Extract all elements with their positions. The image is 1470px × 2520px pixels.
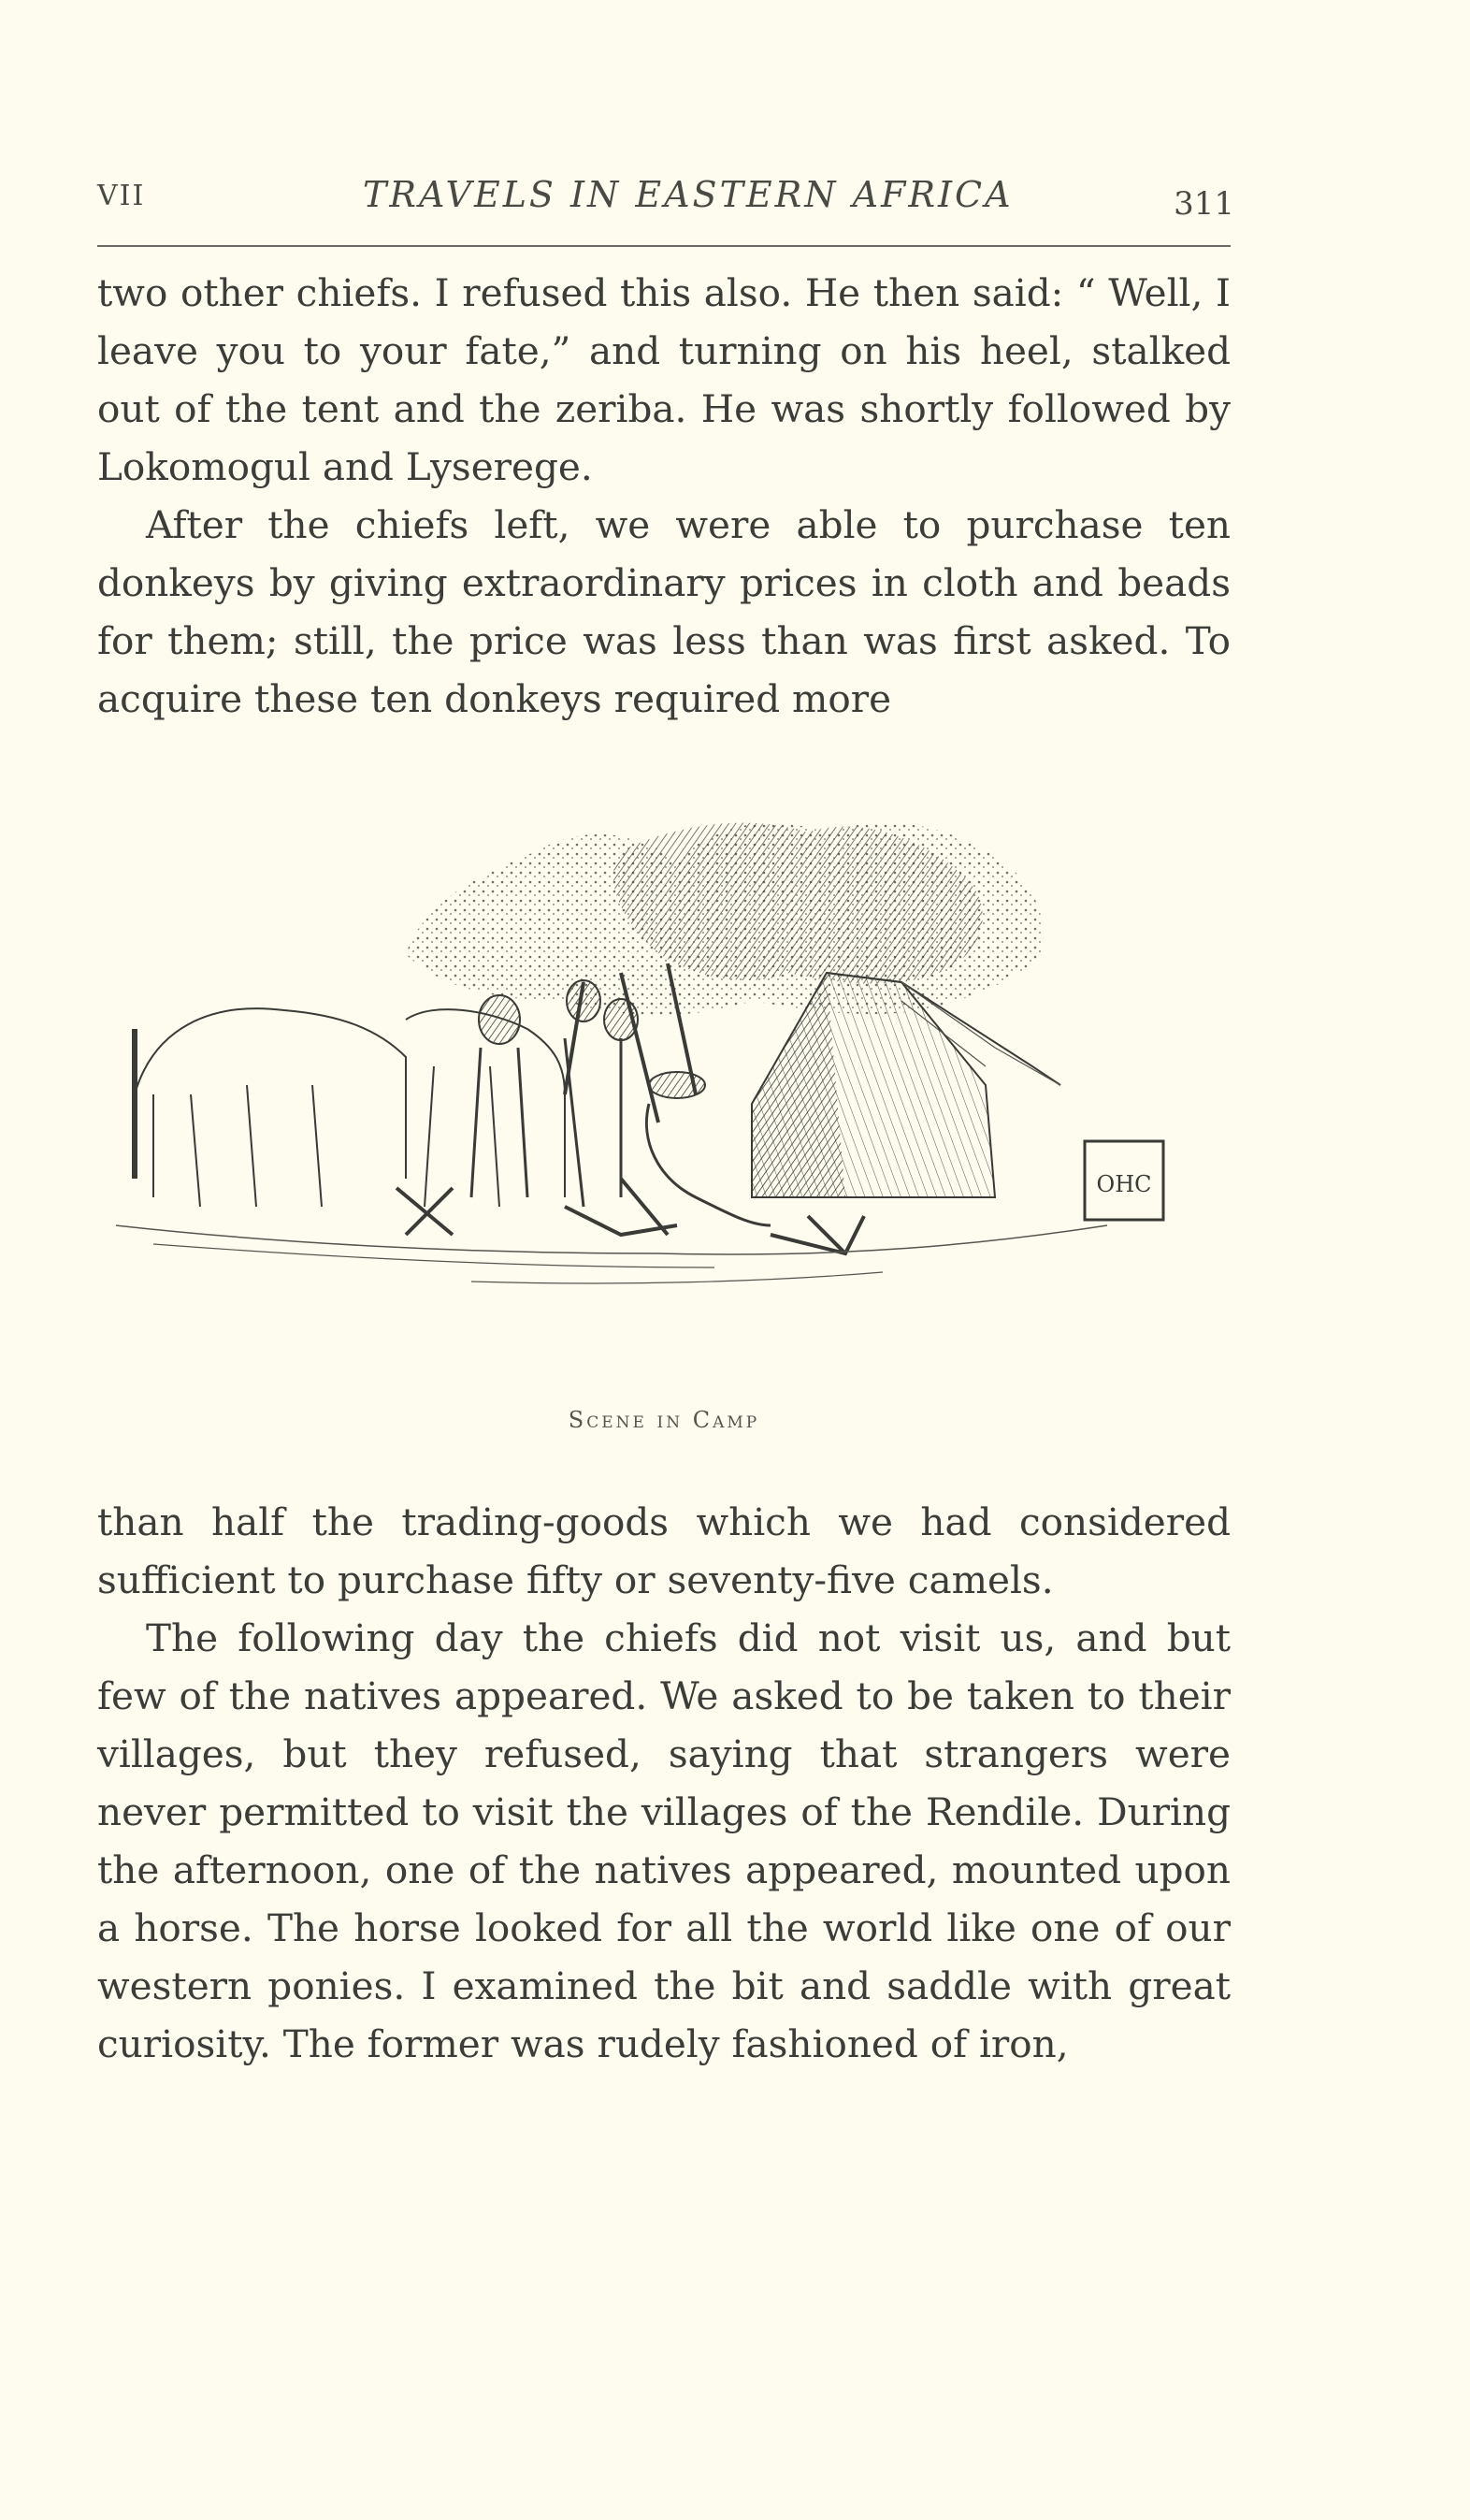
text-block-bottom bbox=[97, 1493, 1231, 2073]
running-head bbox=[97, 174, 1234, 230]
header-rule bbox=[97, 245, 1231, 247]
ground bbox=[116, 1225, 1107, 1283]
running-title: TRAVELS IN EASTERN AFRICA bbox=[363, 174, 1014, 215]
camp-scene-illustration bbox=[97, 786, 1238, 1403]
paragraph: two other chiefs. I refused this also. He then said: “ Well, I leave you to your fate,” and turning on his heel, stalked out of the tent and the zeriba. He was shortly followed by Lokomogul and Lyserege. bbox=[97, 270, 1231, 489]
artist-monogram bbox=[1085, 1141, 1163, 1220]
illustration-caption: Scene in Camp bbox=[568, 1407, 760, 1433]
page-number: 311 bbox=[1174, 185, 1234, 223]
text-block-top bbox=[97, 264, 1231, 728]
chapter-number: VII bbox=[97, 180, 146, 212]
paragraph: than half the trading-goods which we had considered sufficient to purchase fifty or seventy-five camels. bbox=[97, 1499, 1231, 1602]
paragraph: The following day the chiefs did not visit us, and but few of the natives appeared. We asked to be taken to their villages, but they refused, saying that strangers were never permitted to visit the villages of the Rendile. During the afternoon, one of the natives appeared, mounted upon a horse. The horse looked for all the world like one of our western ponies. I examined the bit and saddle with great curiosity. The former was rudely fashioned of iron, bbox=[97, 1615, 1231, 2066]
paragraph: After the chiefs left, we were able to purchase ten donkeys by giving extraordinary prices in cloth and beads for them; still, the price was less than was first asked. To acquire these ten donkeys required more bbox=[97, 502, 1231, 721]
engraving bbox=[97, 786, 1238, 1403]
monogram-text: OHC bbox=[1096, 1171, 1152, 1197]
